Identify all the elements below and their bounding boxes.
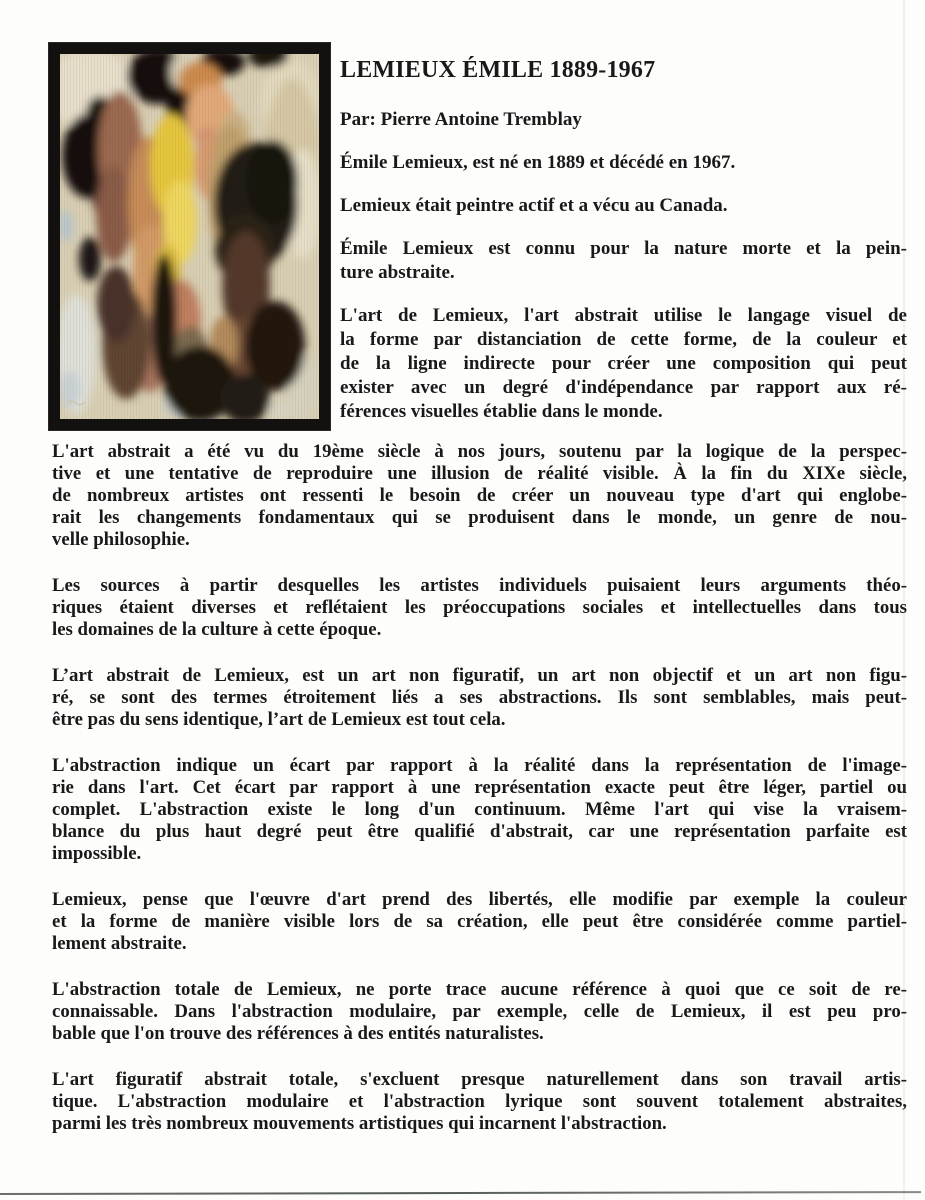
- text-line: L'abstraction totale de Lemieux, ne porte trace aucune référence à quoi que ce soit de re-: [52, 979, 907, 1000]
- text-line: tique. L'abstraction modulaire et l'abstraction lyrique sont souvent totalement abstraites,: [52, 1091, 907, 1112]
- byline-text: Par: Pierre Antoine Tremblay: [340, 109, 582, 130]
- text-line: Lemieux était peintre actif et a vécu au Canada.: [340, 195, 728, 216]
- text-line: Émile Lemieux, est né en 1889 et décédé en 1967.: [340, 152, 736, 173]
- text-line: Les sources à partir desquelles les artistes individuels puisaient leurs arguments théo-: [52, 575, 907, 596]
- text-line: rait les changements fondamentaux qui se produisent dans le monde, un genre de nou-: [52, 507, 907, 528]
- text-line: L'art figuratif abstrait totale, s'excluent presque naturellement dans son travail artis-: [52, 1069, 907, 1090]
- scan-edge-line: [0, 1191, 921, 1195]
- article-title: LEMIEUX ÉMILE 1889-1967: [340, 57, 656, 83]
- text-line: férences visuelles établie dans le monde.: [340, 401, 663, 422]
- paragraph: [52, 441, 907, 551]
- paragraph: [52, 755, 907, 865]
- text-line: ture abstraite.: [340, 262, 455, 283]
- artwork-image: [49, 43, 330, 430]
- text-line: Lemieux, pense que l'œuvre d'art prend des libertés, elle modifie par exemple la couleur: [52, 889, 907, 910]
- text-line: exister avec un degré d'indépendance par rapport aux ré-: [340, 377, 907, 398]
- text-line: la forme par distanciation de cette forme, de la couleur et: [340, 329, 907, 350]
- text-line: velle philosophie.: [52, 529, 190, 550]
- text-line: complet. L'abstraction existe le long d'un continuum. Même l'art qui vise la vraisem-: [52, 799, 907, 820]
- byline: [340, 108, 907, 132]
- text-line: de la ligne indirecte pour créer une composition qui peut: [340, 353, 907, 374]
- text-line: être pas du sens identique, l’art de Lemieux est tout cela.: [52, 709, 506, 730]
- paragraph: [52, 979, 907, 1045]
- paragraph: [52, 1069, 907, 1135]
- paragraph: [340, 151, 907, 175]
- text-line: ré, se sont des termes étroitement liés a ses abstractions. Ils sont semblables, mais peut-: [52, 687, 907, 708]
- text-line: blance du plus haut degré peut être qualifié d'abstrait, car une représentation parfaite est: [52, 821, 907, 842]
- text-line: L'art abstrait a été vu du 19ème siècle à nos jours, soutenu par la logique de la perspec-: [52, 441, 907, 462]
- text-line: lement abstraite.: [52, 933, 187, 954]
- text-line: connaissable. Dans l'abstraction modulaire, par exemple, celle de Lemieux, il est peu pro-: [52, 1001, 907, 1022]
- paragraph: [340, 304, 907, 424]
- article-body: [52, 441, 907, 1159]
- paragraph: [52, 889, 907, 955]
- text-line: rie dans l'art. Cet écart par rapport à une représentation exacte peut être léger, partiel ou: [52, 777, 907, 798]
- text-line: impossible.: [52, 843, 142, 864]
- header-column: [340, 56, 907, 443]
- paragraph: [340, 237, 907, 285]
- scan-fold-line: [903, 0, 905, 1200]
- text-line: L'art de Lemieux, l'art abstrait utilise le langage visuel de: [340, 305, 907, 326]
- paragraph: [340, 194, 907, 218]
- header-paragraphs: [340, 151, 907, 424]
- text-line: les domaines de la culture à cette époque.: [52, 619, 382, 640]
- text-line: Émile Lemieux est connu pour la nature morte et la pein-: [340, 238, 907, 259]
- text-line: riques étaient diverses et reflétaient les préoccupations sociales et intellectuelles dans tous: [52, 597, 907, 618]
- text-line: et la forme de manière visible lors de sa création, elle peut être considérée comme partiel-: [52, 911, 907, 932]
- text-line: L'abstraction indique un écart par rapport à la réalité dans la représentation de l'image-: [52, 755, 907, 776]
- abstract-painting-svg: [60, 54, 319, 419]
- text-line: de nombreux artistes ont ressenti le besoin de créer un nouveau type d'art qui englobe-: [52, 485, 907, 506]
- text-line: parmi les très nombreux mouvements artistiques qui incarnent l'abstraction.: [52, 1113, 667, 1134]
- paragraph: [52, 665, 907, 731]
- text-line: tive et une tentative de reproduire une illusion de réalité visible. À la fin du XIXe siècle,: [52, 463, 907, 484]
- paragraph: [52, 575, 907, 641]
- text-line: bable que l'on trouve des références à des entités naturalistes.: [52, 1023, 544, 1044]
- text-line: L’art abstrait de Lemieux, est un art non figuratif, un art non objectif et un art non figu-: [52, 665, 907, 686]
